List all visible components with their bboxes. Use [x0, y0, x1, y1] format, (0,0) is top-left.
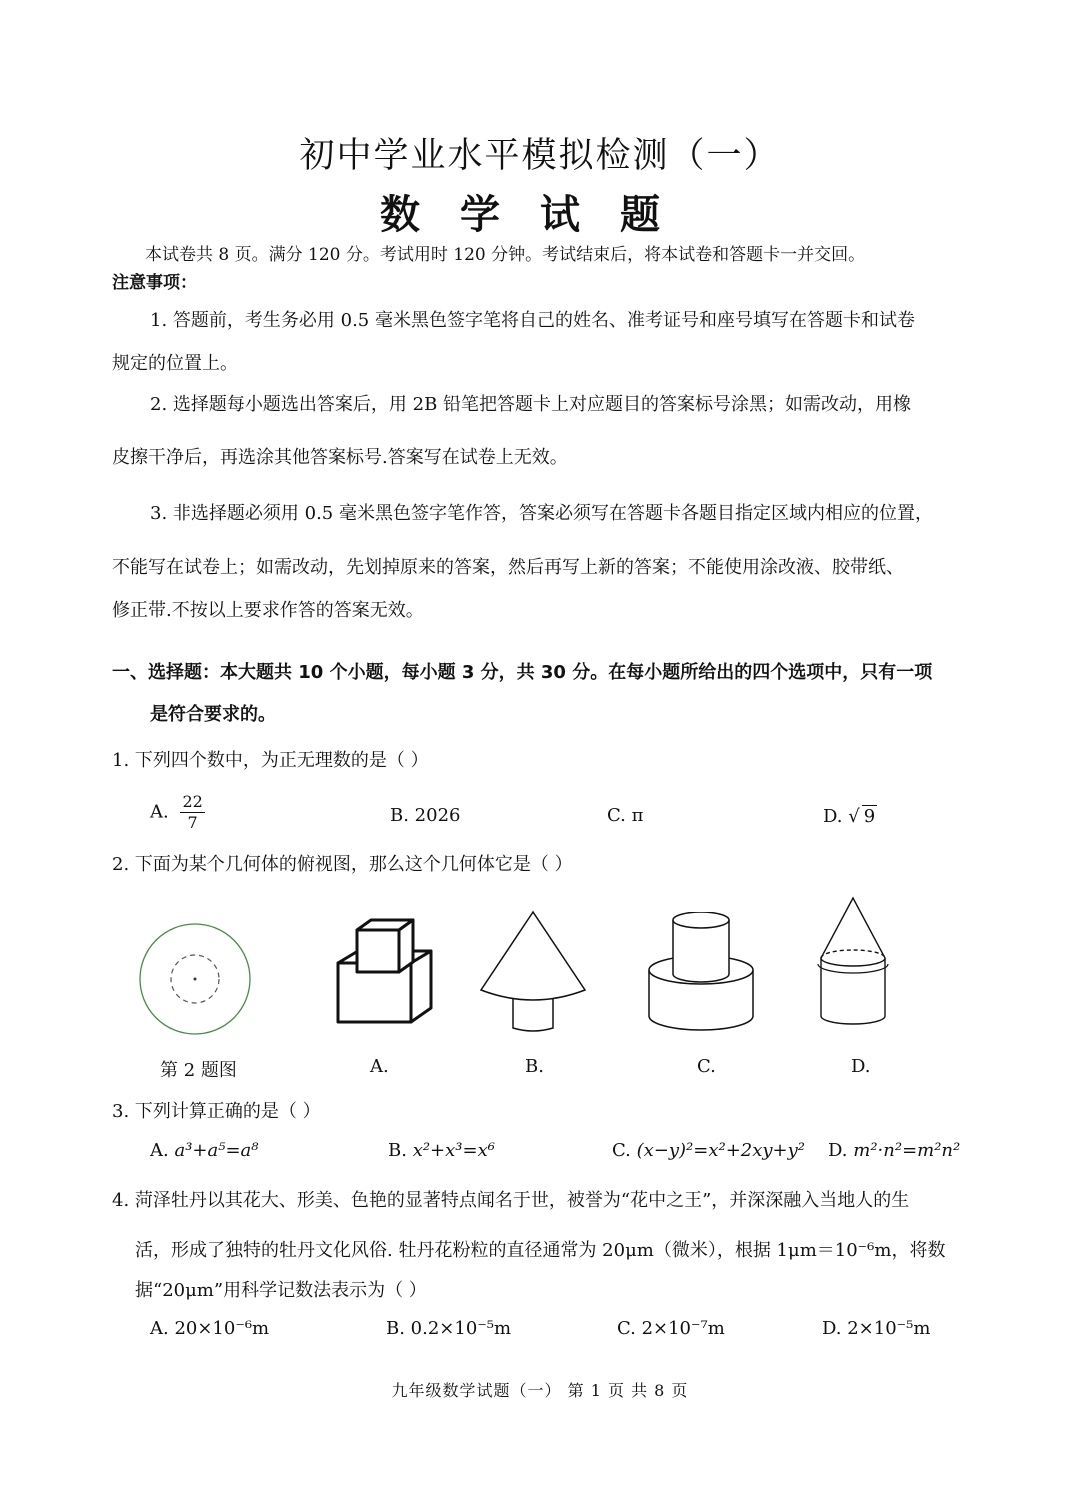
question-2-option-d: D. — [851, 1056, 871, 1077]
question-1-option-b: B. 2026 — [390, 805, 461, 826]
option-a-expression: a³+a⁵=a⁸ — [174, 1140, 259, 1161]
question-3-option-d — [828, 1140, 960, 1161]
option-d-label: D. — [823, 806, 843, 827]
option-c-stacked-cylinders — [645, 912, 757, 1036]
option-c-expression: (x−y)²=x²+2xy+y² — [636, 1140, 806, 1161]
section-1-heading-line-2: 是符合要求的。 — [150, 704, 276, 725]
notice-1-line-2: 规定的位置上。 — [112, 353, 238, 374]
sqrt-sign: √ — [848, 806, 860, 827]
page-footer: 九年级数学试题（一） 第 1 页 共 8 页 — [391, 1381, 689, 1400]
question-3-option-b — [388, 1140, 495, 1161]
question-1-option-a — [150, 792, 205, 833]
question-4-line-3: 据“20μm”用科学记数法表示为（ ） — [135, 1280, 427, 1301]
question-3-option-c — [612, 1140, 805, 1161]
top-view-figure — [138, 922, 254, 1038]
option-b-cone-on-cylinder — [478, 910, 590, 1036]
center-dot — [194, 978, 197, 981]
notice-1-line-1: 1. 答题前，考生务必用 0.5 毫米黑色签字笔将自己的姓名、准考证号和座号填写在答题卡和试卷 — [150, 310, 915, 331]
question-4-option-b: B. 0.2×10⁻⁵m — [386, 1318, 512, 1339]
fraction-numerator: 22 — [182, 792, 203, 811]
question-3-option-a — [150, 1140, 258, 1161]
question-2-option-c: C. — [697, 1056, 716, 1077]
notice-2-line-1: 2. 选择题每小题选出答案后，用 2B 铅笔把答题卡上对应题目的答案标号涂黑；如需改动，用橡 — [150, 394, 912, 415]
section-1-heading-line-1: 一、选择题：本大题共 10 个小题，每小题 3 分，共 30 分。在每小题所给出的四个选项中，只有一项 — [112, 662, 933, 683]
question-2-option-a: A. — [370, 1056, 389, 1077]
intro-text: 本试卷共 8 页。满分 120 分。考试用时 120 分钟。考试结束后，将本试卷和答题卡一并交回。 — [145, 245, 866, 265]
question-1-stem: 1. 下列四个数中，为正无理数的是（ ） — [112, 750, 429, 771]
notice-3-line-2: 不能写在试卷上；如需改动，先划掉原来的答案，然后再写上新的答案；不能使用涂改液、胶带纸、 — [112, 557, 904, 578]
option-d-label: D. — [828, 1140, 848, 1161]
option-a-stacked-cubes — [333, 908, 437, 1034]
question-1-option-d — [823, 805, 877, 827]
question-4-option-d: D. 2×10⁻⁵m — [822, 1318, 931, 1339]
notice-3-line-3: 修正带.不按以上要求作答的答案无效。 — [112, 600, 424, 621]
sqrt-radicand: 9 — [863, 806, 876, 827]
fraction-denominator: 7 — [187, 813, 198, 832]
subject-title: 数学试题 — [380, 192, 700, 238]
question-3-stem: 3. 下列计算正确的是（ ） — [112, 1101, 321, 1122]
option-b-expression: x²+x³=x⁶ — [412, 1140, 495, 1161]
option-a-label: A. — [150, 1140, 169, 1161]
option-c-label: C. — [612, 1140, 631, 1161]
option-a-label: A. — [150, 801, 169, 823]
option-b-label: B. — [388, 1140, 407, 1161]
fraction — [180, 792, 204, 833]
option-d-expression: m²·n²=m²n² — [853, 1140, 961, 1161]
question-4-option-c: C. 2×10⁻⁷m — [617, 1318, 725, 1339]
option-d-cone-on-cylinder — [816, 896, 890, 1032]
notice-2-line-2: 皮擦干净后，再选涂其他答案标号.答案写在试卷上无效。 — [112, 447, 568, 468]
question-4-option-a: A. 20×10⁻⁶m — [150, 1318, 270, 1339]
question-4-line-1: 4. 菏泽牡丹以其花大、形美、色艳的显著特点闻名于世，被誉为“花中之王”，并深深融入当地人的生 — [112, 1190, 910, 1211]
notice-label: 注意事项： — [112, 273, 197, 293]
question-2-option-b: B. — [525, 1056, 544, 1077]
question-2-stem: 2. 下面为某个几何体的俯视图，那么这个几何体它是（ ） — [112, 854, 573, 875]
question-4-line-2: 活，形成了独特的牡丹文化风俗. 牡丹花粉粒的直径通常为 20μm（微米），根据 1μm＝10⁻⁶m，将数 — [135, 1240, 946, 1261]
page-title: 初中学业水平模拟检测（一） — [299, 136, 781, 176]
figure-caption: 第 2 题图 — [160, 1060, 237, 1081]
question-1-option-c: C. π — [607, 805, 644, 826]
notice-3-line-1: 3. 非选择题必须用 0.5 毫米黑色签字笔作答，答案必须写在答题卡各题目指定区域内相应的位置， — [150, 503, 933, 524]
